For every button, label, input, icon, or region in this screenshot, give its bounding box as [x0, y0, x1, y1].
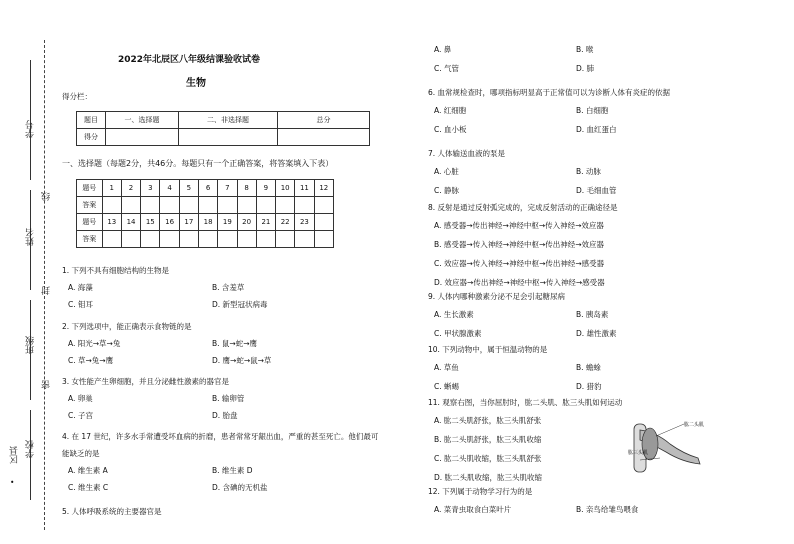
question-stem: 10. 下列动物中，属于恒温动物的是	[428, 345, 548, 354]
answer-cell[interactable]	[276, 197, 295, 214]
score-table	[76, 111, 370, 146]
answer-cell: 13	[102, 214, 121, 231]
answer-cell[interactable]	[256, 231, 275, 248]
answer-cell[interactable]	[160, 197, 179, 214]
answer-cell: 17	[179, 214, 198, 231]
answer-cell[interactable]	[121, 197, 140, 214]
option: A. 红细胞	[434, 106, 467, 115]
answer-cell: 23	[295, 214, 314, 231]
answer-cell[interactable]	[141, 197, 160, 214]
question-stem: 9. 人体内哪种激素分泌不足会引起糖尿病	[428, 292, 566, 301]
bullet-dot: •	[10, 478, 15, 487]
score-header-cell: 总分	[278, 112, 370, 129]
score-header-cell: 题目	[77, 112, 106, 129]
option: C. 维生素 C	[68, 483, 109, 492]
answer-cell: 22	[276, 214, 295, 231]
option: A. 感受器→传出神经→神经中枢→传入神经→效应器	[434, 221, 604, 230]
option: D. 毛细血管	[576, 186, 617, 195]
option: D. 血红蛋白	[576, 125, 617, 134]
option: B. 蟾蜍	[576, 363, 601, 372]
answer-cell[interactable]	[314, 231, 333, 248]
score-header-cell: 二、非选择题	[179, 112, 278, 129]
subject-title: 生物	[186, 78, 206, 89]
option: A. 卵巢	[68, 394, 93, 403]
option: B. 肱二头肌舒张，肱三头肌收缩	[434, 435, 542, 444]
answer-row-label: 题号	[77, 180, 103, 197]
option: A. 阳光→草→兔	[68, 339, 121, 348]
option: C. 肱二头肌收缩，肱三头肌舒张	[434, 454, 542, 463]
option: D. 猎豹	[576, 382, 602, 391]
answer-cell: 4	[160, 180, 179, 197]
answer-cell[interactable]	[121, 231, 140, 248]
option: B. 含羞草	[212, 283, 245, 292]
arm-muscle-diagram	[626, 418, 716, 480]
answer-cell[interactable]	[295, 231, 314, 248]
answer-cell: 19	[218, 214, 237, 231]
option: B. 感受器→传入神经→神经中枢→传出神经→效应器	[434, 240, 605, 249]
answer-cell: 8	[237, 180, 256, 197]
label-feng: 封	[42, 286, 52, 295]
option: D. 新型冠状病毒	[212, 300, 268, 309]
answer-cell: 9	[256, 180, 275, 197]
option: B. 胰岛素	[576, 310, 609, 319]
question-stem: 7. 人体输送血液的泵是	[428, 149, 506, 158]
option: B. 输卵管	[212, 394, 245, 403]
answer-cell[interactable]	[198, 231, 217, 248]
exam-title: 2022年北辰区八年级结课验收试卷	[118, 55, 261, 65]
question-stem: 11. 观察右图，当你屈肘时，肱二头肌、肱三头肌如何运动	[428, 398, 623, 407]
answer-cell[interactable]	[237, 231, 256, 248]
label-xingming: 姓名	[26, 228, 36, 246]
option: A. 心脏	[434, 167, 459, 176]
answer-row-label: 答案	[77, 231, 103, 248]
answer-cell[interactable]	[295, 197, 314, 214]
option: C. 草→兔→鹰	[68, 356, 114, 365]
answer-table	[76, 179, 334, 248]
section1-title: 一、选择题（每题2分，共46分。每题只有一个正确答案，将答案填入下表）	[62, 159, 334, 168]
answer-cell: 14	[121, 214, 140, 231]
label-banji: 班级	[26, 336, 36, 354]
option: C. 蜥蜴	[434, 382, 460, 391]
option: A. 维生素 A	[68, 466, 108, 475]
option: D. 胎盘	[212, 411, 238, 420]
score-header-cell: 一、选择题	[106, 112, 179, 129]
option: D. 肺	[576, 64, 595, 73]
option: A. 海藻	[68, 283, 93, 292]
option: B. 亲鸟给雏鸟喂食	[576, 505, 639, 514]
answer-cell: 5	[179, 180, 198, 197]
binding-line	[44, 40, 45, 530]
question-stem: 4. 在 17 世纪，许多水手常遭受坏血病的折磨，患者常常牙龈出血，严重的甚至死亡。他们最可	[62, 432, 379, 441]
label-xian: 线	[42, 192, 52, 201]
option: C. 气管	[434, 64, 460, 73]
question-stem: 5. 人体呼吸系统的主要器官是	[62, 507, 162, 516]
answer-row-label: 题号	[77, 214, 103, 231]
option: D. 肱二头肌收缩，肱三头肌收缩	[434, 473, 543, 482]
answer-cell: 6	[198, 180, 217, 197]
answer-cell[interactable]	[102, 231, 121, 248]
option: D. 含碘的无机盐	[212, 483, 268, 492]
option: B. 鼠→蛇→鹰	[212, 339, 257, 348]
answer-cell: 16	[160, 214, 179, 231]
answer-cell[interactable]	[179, 231, 198, 248]
option: C. 效应器→传入神经→神经中枢→传出神经→感受器	[434, 259, 605, 268]
option: B. 动脉	[576, 167, 601, 176]
option: D. 雄性激素	[576, 329, 617, 338]
label-xuexiao: 学校	[26, 440, 36, 458]
option: A. 草鱼	[434, 363, 459, 372]
answer-cell[interactable]	[218, 197, 237, 214]
label-mi: 密	[42, 380, 52, 389]
question-stem: 8. 反射是通过反射弧完成的，完成反射活动的正确途径是	[428, 203, 618, 212]
option: C. 甲状腺激素	[434, 329, 482, 338]
option: C. 钼耳	[68, 300, 94, 309]
label-biceps: 肱二头肌	[684, 422, 705, 428]
label-triceps: 肱三头肌	[628, 450, 649, 456]
question-stem: 能缺乏的是	[62, 449, 100, 458]
answer-cell: 18	[198, 214, 217, 231]
answer-row-label: 答案	[77, 197, 103, 214]
answer-cell[interactable]	[237, 197, 256, 214]
answer-cell: 20	[237, 214, 256, 231]
option: B. 喉	[576, 45, 594, 54]
answer-cell: 10	[276, 180, 295, 197]
option: D. 鹰→蛇→鼠→草	[212, 356, 272, 365]
score-input-cell[interactable]	[106, 129, 179, 146]
answer-cell[interactable]	[141, 231, 160, 248]
option: B. 维生素 D	[212, 466, 253, 475]
option: A. 菜青虫取食白菜叶片	[434, 505, 512, 514]
option: A. 肱二头肌舒张，肱三头肌舒张	[434, 416, 542, 425]
answer-cell	[314, 214, 333, 231]
question-stem: 3. 女性能产生卵细胞，并且分泌雌性激素的器官是	[62, 377, 230, 386]
answer-cell[interactable]	[218, 231, 237, 248]
answer-cell[interactable]	[198, 197, 217, 214]
option: A. 鼻	[434, 45, 452, 54]
question-stem: 6. 血常规检查时，哪项指标明显高于正常值可以为诊断人体有炎症的依据	[428, 88, 671, 97]
answer-cell[interactable]	[314, 197, 333, 214]
option: D. 效应器→传出神经→神经中枢→传入神经→感受器	[434, 278, 605, 287]
option: C. 血小板	[434, 125, 467, 134]
question-stem: 2. 下列选项中，能正确表示食物链的是	[62, 322, 192, 331]
answer-cell[interactable]	[276, 231, 295, 248]
answer-cell: 7	[218, 180, 237, 197]
option: C. 子宫	[68, 411, 94, 420]
answer-cell: 3	[141, 180, 160, 197]
answer-cell[interactable]	[102, 197, 121, 214]
score-row-label: 得分	[77, 129, 106, 146]
option: A. 生长激素	[434, 310, 474, 319]
question-stem: 1. 下列不具有细胞结构的生物是	[62, 266, 170, 275]
answer-cell: 2	[121, 180, 140, 197]
answer-cell: 12	[314, 180, 333, 197]
label-xuehao: 学号	[26, 120, 36, 138]
score-input-cell[interactable]	[179, 129, 278, 146]
answer-cell[interactable]	[160, 231, 179, 248]
score-label: 得分栏：	[62, 92, 92, 101]
answer-cell[interactable]	[256, 197, 275, 214]
answer-cell: 1	[102, 180, 121, 197]
answer-cell: 11	[295, 180, 314, 197]
option: C. 静脉	[434, 186, 460, 195]
question-stem: 12. 下列属于动物学习行为的是	[428, 487, 533, 496]
answer-cell: 21	[256, 214, 275, 231]
score-input-cell[interactable]	[278, 129, 370, 146]
answer-cell[interactable]	[179, 197, 198, 214]
label-quxian: 区县	[10, 446, 20, 464]
option: B. 白细胞	[576, 106, 609, 115]
answer-cell: 15	[141, 214, 160, 231]
